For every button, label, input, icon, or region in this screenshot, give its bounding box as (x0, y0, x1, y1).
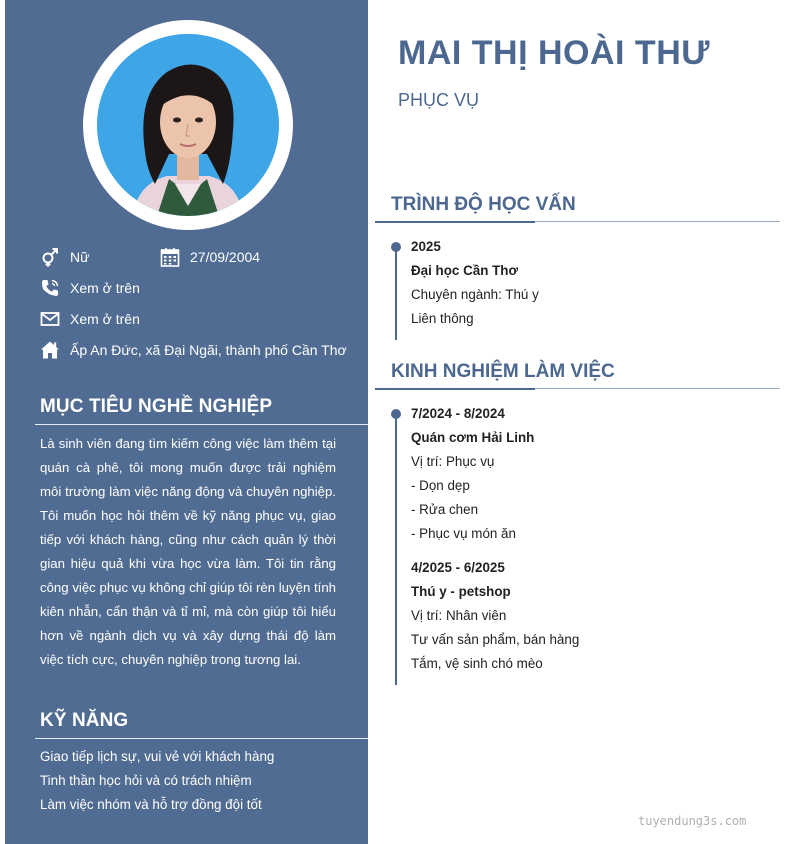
portrait-photo (97, 34, 279, 216)
experience-period: 4/2025 - 6/2025 (411, 560, 505, 575)
experience-role: Vị trí: Phục vụ (411, 454, 495, 469)
timeline-dot (391, 409, 401, 419)
skills-divider (35, 738, 368, 739)
experience-detail: Tắm, vệ sinh chó mèo (411, 656, 543, 671)
education-year: 2025 (411, 239, 441, 254)
home-icon (40, 340, 60, 360)
avatar-frame (83, 20, 293, 230)
calendar-icon (160, 247, 180, 267)
education-major: Chuyên ngành: Thú y (411, 287, 539, 302)
candidate-name: MAI THỊ HOÀI THƯ (398, 34, 710, 72)
sidebar (5, 0, 368, 844)
skills-heading: KỸ NĂNG (40, 710, 129, 731)
education-note: Liên thông (411, 311, 474, 326)
skill-item: Tinh thần học hỏi và có trách nhiệm (40, 773, 252, 788)
experience-company: Quán cơm Hải Linh (411, 430, 535, 445)
experience-heading: KINH NGHIỆM LÀM VIỆC (391, 361, 615, 382)
objective-heading: MỤC TIÊU NGHỀ NGHIỆP (40, 396, 273, 417)
experience-entry (411, 402, 771, 546)
avatar (97, 34, 279, 216)
experience-timeline (395, 412, 397, 685)
experience-entry (411, 556, 771, 676)
education-timeline (395, 245, 397, 340)
objective-divider (35, 424, 368, 425)
gender-value: Nữ (70, 249, 90, 265)
objective-text: Là sinh viên đang tìm kiếm công việc làm thêm tại quán cà phê, tôi mong muốn được trải nghiệm môi trường làm việc năng động và chuyên nghiệp. Tôi muốn học hỏi thêm về kỹ năng phục vụ, giao tiếp với khách hàng, cũng như cách quản lý thời gian hiệu quả khi vừa học vừa làm. Tôi tin rằng công việc phục vụ không chỉ giúp tôi rèn luyện tính kiên nhẫn, cẩn thận và tỉ mỉ, mà còn giúp tôi hiểu hơn về ngành dịch vụ và xây dựng thái độ làm việc tích cực, chuyên nghiệp trong tương lai. (40, 436, 336, 667)
phone-row (40, 278, 140, 298)
experience-period: 7/2024 - 8/2024 (411, 406, 505, 421)
experience-detail: - Rửa chen (411, 502, 479, 517)
watermark: tuyendung3s.com (638, 814, 747, 828)
experience-detail: - Dọn dẹp (411, 478, 470, 493)
candidate-position: PHỤC VỤ (398, 90, 480, 110)
birthdate-value: 27/09/2004 (190, 249, 261, 265)
education-divider-accent (375, 221, 535, 223)
education-heading: TRÌNH ĐỘ HỌC VẤN (391, 194, 576, 215)
email-row (40, 309, 140, 329)
skills-list (40, 745, 350, 817)
experience-detail: - Phục vụ món ăn (411, 526, 516, 541)
experience-detail: Tư vấn sản phẩm, bán hàng (411, 632, 580, 647)
address-value: Ấp An Đức, xã Đại Ngãi, thành phố Cần Thơ (70, 342, 347, 358)
gender-row (40, 247, 89, 267)
birthdate-row (160, 247, 260, 267)
education-entry (411, 235, 771, 331)
phone-icon (40, 278, 60, 298)
address-row (40, 340, 347, 360)
gender-icon (40, 247, 60, 267)
experience-company: Thú y - petshop (411, 584, 511, 599)
phone-value: Xem ở trên (70, 280, 140, 296)
skill-item: Làm việc nhóm và hỗ trợ đồng đội tốt (40, 797, 262, 812)
education-school: Đại học Cần Thơ (411, 263, 518, 278)
timeline-dot (391, 242, 401, 252)
experience-role: Vị trí: Nhân viên (411, 608, 507, 623)
envelope-icon (40, 309, 60, 329)
email-value: Xem ở trên (70, 311, 140, 327)
experience-divider-accent (375, 388, 535, 390)
skill-item: Giao tiếp lịch sự, vui vẻ với khách hàng (40, 749, 275, 764)
